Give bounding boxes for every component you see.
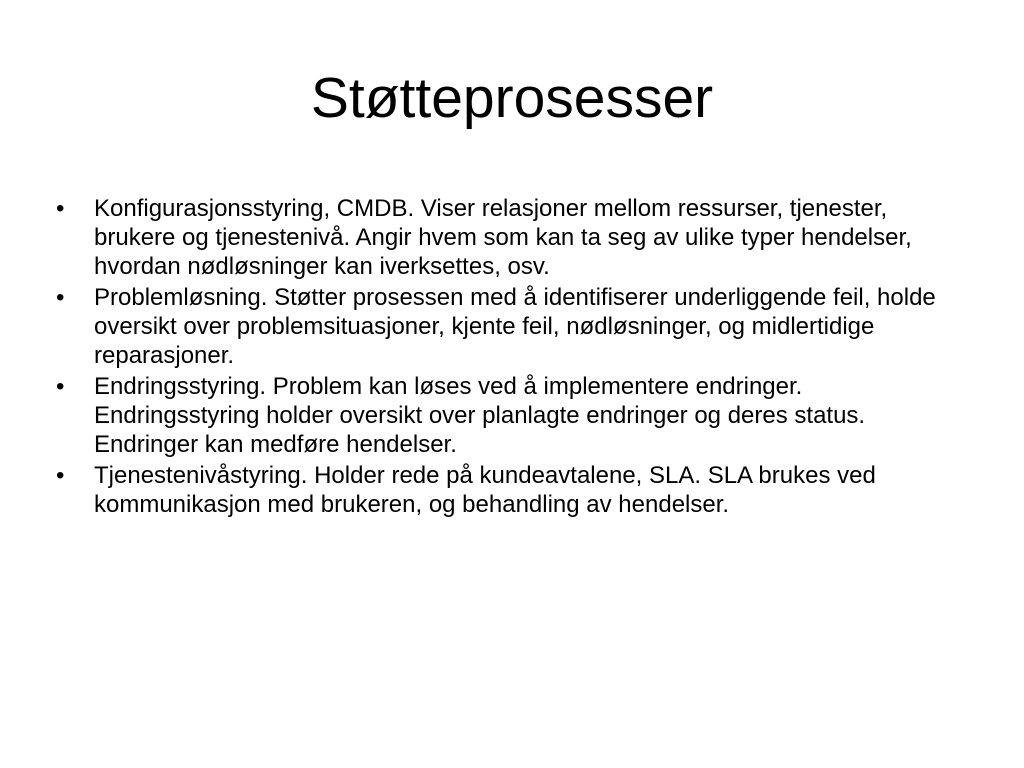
bullet-list — [56, 194, 956, 521]
bullet-item-service-level — [56, 461, 956, 519]
bullet-text: Konfigurasjonsstyring, CMDB. Viser relasjoner mellom ressurser, tjenester, brukere og tjenestenivå. Angir hvem som kan ta seg av ulike typer hendelser, hvordan nødløsninger kan iverksettes, osv. — [94, 195, 912, 280]
slide-title: Støtteprosesser — [310, 66, 714, 130]
bullet-text: Problemløsning. Støtter prosessen med å identifiserer underliggende feil, holde oversikt over problemsituasjoner, kjente feil, nødløsninger, og midlertidige reparasjoner. — [94, 284, 936, 369]
bullet-text: Endringsstyring. Problem kan løses ved å implementere endringer. Endringsstyring holder oversikt over planlagte endringer og deres status. Endringer kan medføre hendelser. — [94, 373, 866, 458]
bullet-marker: • — [56, 284, 65, 311]
bullet-item-problem-solving — [56, 283, 956, 370]
bullet-marker: • — [56, 195, 65, 222]
bullet-marker: • — [56, 373, 65, 400]
bullet-item-change-management — [56, 372, 956, 459]
bullet-text: Tjenestenivåstyring. Holder rede på kundeavtalene, SLA. SLA brukes ved kommunikasjon med brukeren, og behandling av hendelser. — [94, 462, 876, 518]
bullet-marker: • — [56, 462, 65, 489]
bullet-item-configuration — [56, 194, 956, 281]
